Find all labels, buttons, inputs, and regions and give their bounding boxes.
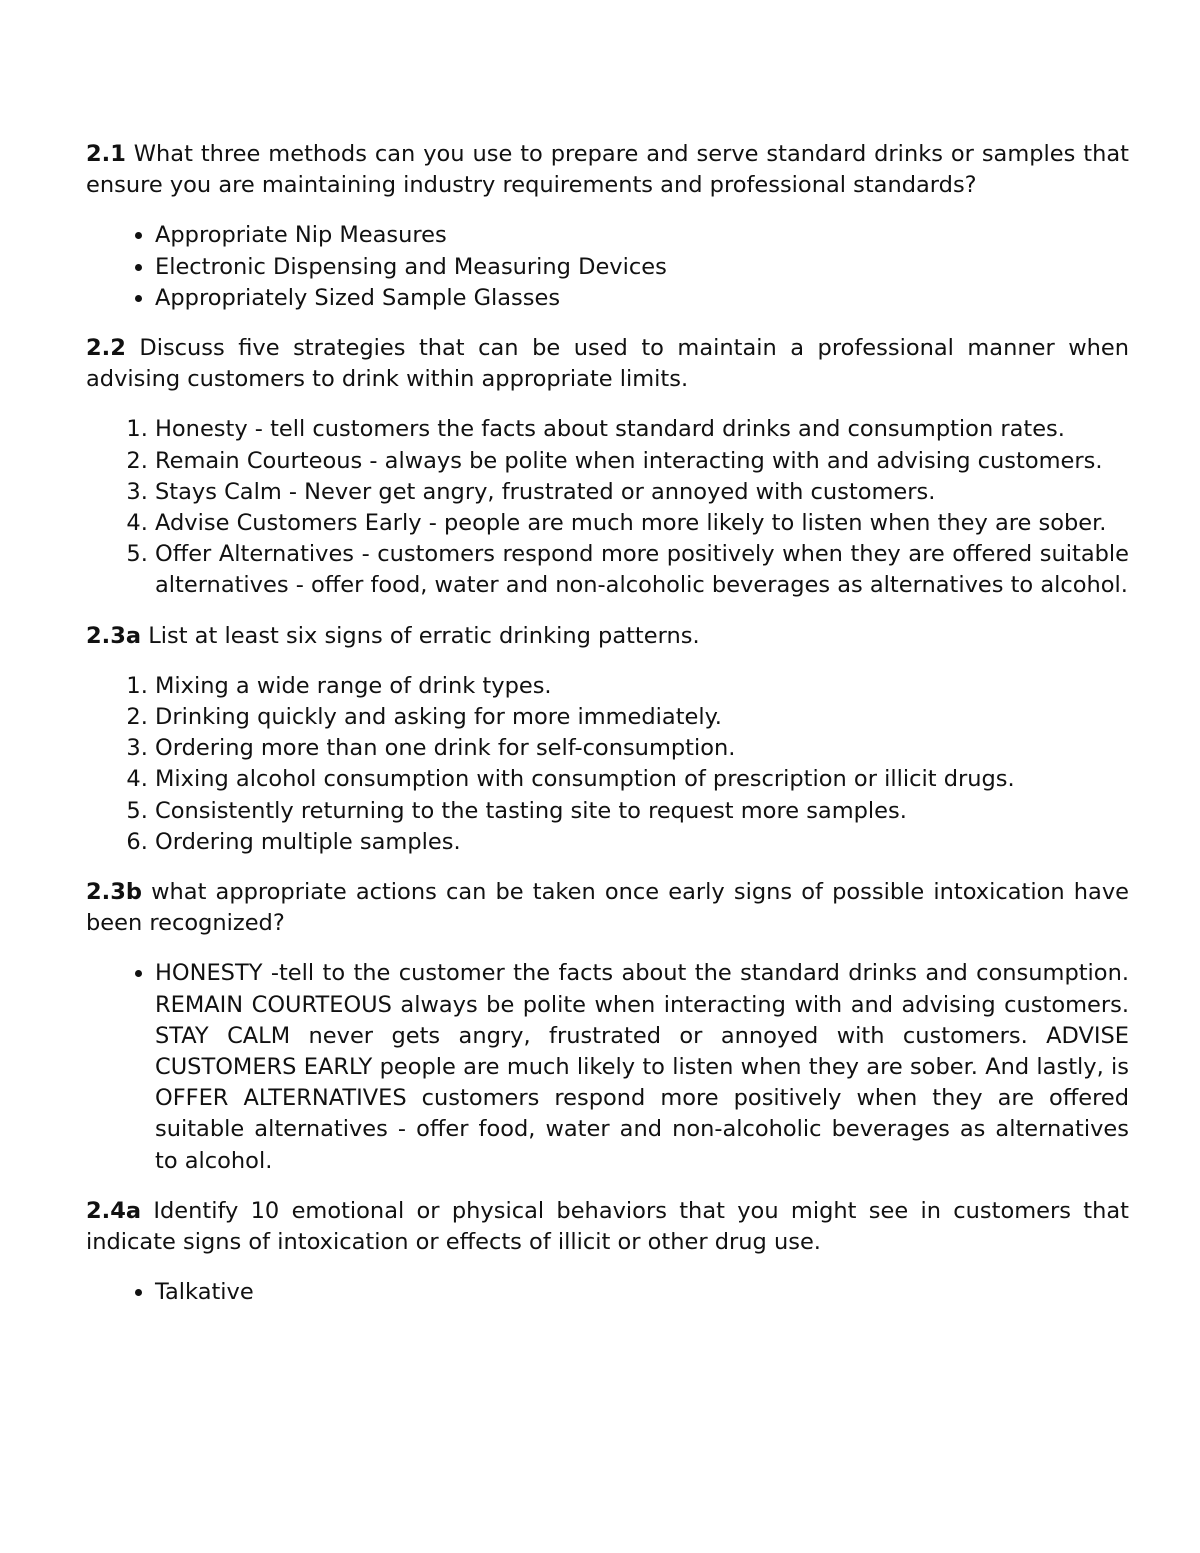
question-text: Discuss five strategies that can be used to maintain a professional manner when advising customers to drink within appropriate limits. <box>86 335 1129 393</box>
list-item: • HONESTY -tell to the customer the facts about the standard drinks and consumption. REMAIN COURTEOUS always be polite when interacting with and advising customers. STAY CALM never gets angry, frustrated or annoyed with customers. ADVISE CUSTOMERS EARLY people are much likely to listen when they are sober. And lastly, is OFFER ALTERNATIVES customers respond more positively when they are offered suitable alternatives - offer food, water and non-alcoholic beverages as alternatives to alcohol. <box>155 958 1129 1176</box>
list-item: • Appropriately Sized Sample Glasses <box>155 283 1129 314</box>
list-item: 5. Consistently returning to the tasting site to request more samples. <box>155 796 1129 827</box>
list-item: 4. Advise Customers Early - people are much more likely to listen when they are sober. <box>155 508 1129 539</box>
answer-list-2-1 <box>86 220 1129 314</box>
list-item: 3. Ordering more than one drink for self-consumption. <box>155 733 1129 764</box>
list-item: 6. Ordering multiple samples. <box>155 827 1129 858</box>
list-item: • Talkative <box>155 1277 1129 1308</box>
answer-list-2-2 <box>86 414 1129 601</box>
question-number: 2.1 <box>86 141 126 167</box>
question-number: 2.3b <box>86 879 142 906</box>
answer-list-2-3a <box>86 671 1129 858</box>
list-item: • Electronic Dispensing and Measuring Devices <box>155 252 1129 283</box>
list-item: 5. Offer Alternatives - customers respond more positively when they are offered suitable alternatives - offer food, water and non-alcoholic beverages as alternatives to alcohol. <box>155 539 1129 601</box>
list-item: 3. Stays Calm - Never get angry, frustrated or annoyed with customers. <box>155 477 1129 508</box>
question-number: 2.2 <box>86 335 126 362</box>
list-item: 1. Honesty - tell customers the facts about standard drinks and consumption rates. <box>155 414 1129 445</box>
list-item: 2. Drinking quickly and asking for more immediately. <box>155 702 1129 733</box>
question-number: 2.4a <box>86 1197 142 1224</box>
list-item: • Appropriate Nip Measures <box>155 220 1129 251</box>
question-number: 2.3a <box>86 622 142 649</box>
question-2-2 <box>86 333 1129 395</box>
question-text: what appropriate actions can be taken once early signs of possible intoxication have been recognized? <box>86 879 1129 937</box>
answer-list-2-3b <box>86 958 1129 1176</box>
question-text: List at least six signs of erratic drinking patterns. <box>141 622 700 649</box>
question-2-1 <box>86 139 1129 201</box>
question-2-3b <box>86 877 1129 939</box>
question-2-4a <box>86 1196 1129 1258</box>
list-item: 1. Mixing a wide range of drink types. <box>155 671 1129 702</box>
answer-list-2-4a <box>86 1277 1129 1308</box>
document-page <box>86 139 1129 1309</box>
question-text: What three methods can you use to prepare and serve standard drinks or samples that ensure you are maintaining industry requirements and professional standards? <box>86 141 1129 199</box>
question-2-3a <box>86 621 1129 652</box>
question-text: Identify 10 emotional or physical behaviors that you might see in customers that indicate signs of intoxication or effects of illicit or other drug use. <box>86 1197 1129 1256</box>
list-item: 4. Mixing alcohol consumption with consumption of prescription or illicit drugs. <box>155 764 1129 795</box>
list-item: 2. Remain Courteous - always be polite when interacting with and advising customers. <box>155 446 1129 477</box>
